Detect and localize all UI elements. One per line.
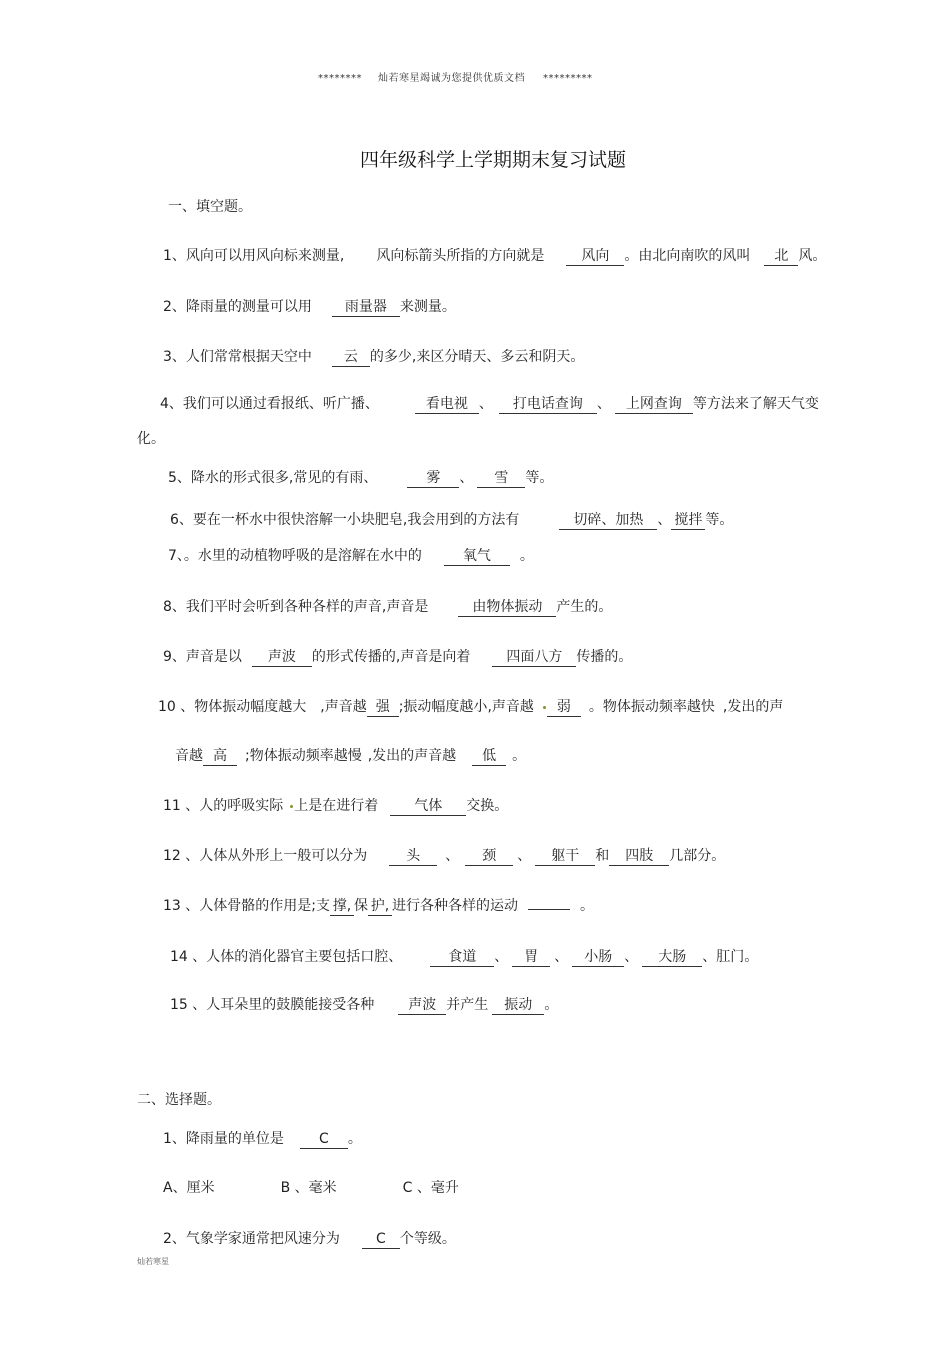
q4-blank-1: 看电视	[415, 396, 479, 414]
q9-blank-1: 声波	[252, 649, 312, 667]
q15-text-b: 并产生	[446, 997, 489, 1013]
question-2	[163, 296, 456, 317]
question-10-continued	[175, 745, 526, 766]
q10-text-e: 。物体振动频率越快	[588, 699, 715, 715]
q4-text-c: 、	[596, 396, 611, 412]
q4-blank-3: 上网查询	[615, 396, 693, 414]
question-5	[168, 467, 553, 488]
q3-blank-1: 云	[332, 349, 370, 367]
q10-text-a: 10 、物体振动幅度越大	[158, 699, 307, 715]
question-4	[160, 393, 819, 414]
question-12	[163, 845, 725, 866]
question-8	[163, 596, 612, 617]
document-title: 四年级科学上学期期末复习试题	[360, 149, 627, 171]
cq1-text-b: 。	[347, 1131, 362, 1147]
q4-text-d: 等方法来了解天气变	[692, 396, 819, 412]
q4-blank-2: 打电话查询	[499, 396, 597, 414]
q10-text-h: ;物体振动频率越慢	[245, 748, 362, 764]
q7-text-a: 7、。水里的动植物呼吸的是溶解在水中的	[168, 548, 422, 564]
cq1-blank-1: C	[300, 1131, 348, 1149]
q14-text-c: 、	[554, 949, 569, 965]
q13-text-b: 保	[353, 898, 368, 914]
q3-text-b: 的多少,来区分晴天、多云和阴天。	[369, 349, 585, 365]
q4-text-a: 4、我们可以通过看报纸、听广播、	[160, 396, 379, 412]
q12-text-c: 、	[517, 848, 532, 864]
q10-blank-3: 高	[203, 748, 237, 766]
q10-text-i: ,发出的声音越	[367, 748, 457, 764]
q11-blank-1: 气体	[390, 798, 466, 816]
q6-text-c: 等。	[705, 512, 734, 528]
q12-blank-2: 颈	[465, 848, 513, 866]
q12-blank-3: 躯干	[535, 848, 595, 866]
q5-blank-2: 雪	[477, 470, 525, 488]
q9-text-b: 的形式传播的,声音是向着	[311, 649, 471, 665]
q14-blank-4: 大肠	[642, 949, 702, 967]
header-stars-right: *********	[543, 73, 593, 84]
question-15	[170, 994, 558, 1015]
cq2-text-b: 个等级。	[399, 1231, 456, 1247]
page-footer: 灿若寒星	[137, 1257, 169, 1266]
q8-blank-1: 由物体振动	[458, 599, 556, 617]
question-4-continued: 化。	[137, 431, 165, 447]
q6-blank-2: 搅拌	[671, 512, 705, 530]
q1-blank-2: 北	[764, 248, 798, 266]
question-7	[168, 545, 534, 566]
q10-blank-1: 强	[367, 699, 399, 717]
q14-text-d: 、	[624, 949, 639, 965]
q13-blank-3	[528, 909, 570, 910]
cq1-option-b: B 、毫米	[280, 1180, 337, 1196]
q8-text-b: 产生的。	[556, 599, 613, 615]
q1-text-d: 风。	[798, 248, 827, 264]
q7-text-b: 。	[519, 548, 534, 564]
q1-text-a: 1、风向可以用风向标来测量,	[163, 248, 345, 264]
question-10	[158, 696, 783, 717]
q15-text-a: 15 、人耳朵里的鼓膜能接受各种	[170, 997, 375, 1013]
question-6	[170, 509, 733, 530]
section2-heading: 二、选择题。	[137, 1092, 221, 1108]
q9-text-c: 传播的。	[576, 649, 633, 665]
choice-question-1	[163, 1128, 362, 1149]
q12-text-a: 12 、人体从外形上一般可以分为	[163, 848, 368, 864]
green-dot-mark	[543, 706, 546, 709]
q7-blank-1: 氧气	[444, 548, 510, 566]
green-dot-mark-2	[290, 805, 293, 808]
question-13	[163, 895, 594, 916]
header-stars-left: ********	[318, 73, 362, 84]
cq1-option-a: A、厘米	[163, 1180, 215, 1196]
q4-text-b: 、	[478, 396, 493, 412]
q15-blank-1: 声波	[398, 997, 446, 1015]
question-9	[163, 646, 632, 667]
cq1-text-a: 1、降雨量的单位是	[163, 1131, 284, 1147]
q1-text-c: 。由北向南吹的风叫	[624, 248, 751, 264]
page-header	[318, 69, 593, 84]
q14-text-b: 、	[494, 949, 509, 965]
q12-text-e: 几部分。	[669, 848, 726, 864]
choice-question-2	[163, 1228, 456, 1249]
q13-blank-2: 护,	[368, 898, 392, 916]
q5-text-a: 5、降水的形式很多,常见的有雨、	[168, 470, 378, 486]
cq2-text-a: 2、气象学家通常把风速分为	[163, 1231, 340, 1247]
q13-text-a: 13 、人体骨骼的作用是;支	[163, 898, 330, 914]
question-1	[163, 245, 826, 266]
q3-text-a: 3、人们常常根据天空中	[163, 349, 312, 365]
header-text: 灿若寒星竭诚为您提供优质文档	[378, 73, 525, 84]
q2-text-b: 来测量。	[399, 299, 456, 315]
q13-blank-1: 撑,	[330, 898, 354, 916]
q12-text-d: 和	[595, 848, 610, 864]
q6-blank-1: 切碎、加热	[559, 512, 657, 530]
q10-blank-2: 弱	[547, 699, 581, 717]
q9-blank-2: 四面八方	[492, 649, 576, 667]
q13-text-c: 进行各种各样的运动	[391, 898, 518, 914]
q10-text-f: ,发出的声	[722, 699, 784, 715]
q10-text-b: ,声音越	[320, 699, 367, 715]
q8-text-a: 8、我们平时会听到各种各样的声音,声音是	[163, 599, 429, 615]
q15-text-c: 。	[544, 997, 559, 1013]
q12-text-b: 、	[445, 848, 460, 864]
q10-blank-4: 低	[472, 748, 506, 766]
q2-blank-1: 雨量器	[332, 299, 400, 317]
q10-text-g: 音越	[175, 748, 203, 764]
q14-blank-3: 小肠	[572, 949, 624, 967]
q11-text-c: 交换。	[466, 798, 509, 814]
question-11	[163, 795, 508, 816]
q14-text-e: 、肛门。	[702, 949, 759, 965]
choice-question-1-options	[163, 1177, 459, 1197]
q11-text-b: 上是在进行着	[294, 798, 379, 814]
q5-blank-1: 雾	[407, 470, 459, 488]
q12-blank-1: 头	[389, 848, 437, 866]
cq2-blank-1: C	[362, 1231, 400, 1249]
q13-text-d: 。	[579, 898, 594, 914]
q10-text-d: ,声音越	[487, 699, 534, 715]
q5-text-b: 、	[459, 470, 474, 486]
q14-blank-1: 食道	[430, 949, 494, 967]
q9-text-a: 9、声音是以	[163, 649, 242, 665]
section1-heading: 一、填空题。	[168, 199, 252, 215]
q10-text-c: ;振动幅度越小	[398, 699, 488, 715]
q12-blank-4: 四肢	[609, 848, 669, 866]
q1-blank-1: 风向	[566, 248, 624, 266]
q14-blank-2: 胃	[512, 949, 550, 967]
q6-text-a: 6、要在一杯水中很快溶解一小块肥皂,我会用到的方法有	[170, 512, 520, 528]
question-14	[170, 946, 758, 967]
q15-blank-2: 振动	[492, 997, 544, 1015]
q14-text-a: 14 、人体的消化器官主要包括口腔、	[170, 949, 403, 965]
q5-text-c: 等。	[525, 470, 554, 486]
q11-text-a: 11 、人的呼吸实际	[163, 798, 284, 814]
q1-text-b: 风向标箭头所指的方向就是	[376, 248, 545, 264]
q10-text-j: 。	[512, 748, 527, 764]
question-3	[163, 346, 584, 367]
q2-text-a: 2、降雨量的测量可以用	[163, 299, 312, 315]
q6-text-b: 、	[657, 512, 672, 528]
cq1-option-c: C 、毫升	[402, 1180, 459, 1196]
